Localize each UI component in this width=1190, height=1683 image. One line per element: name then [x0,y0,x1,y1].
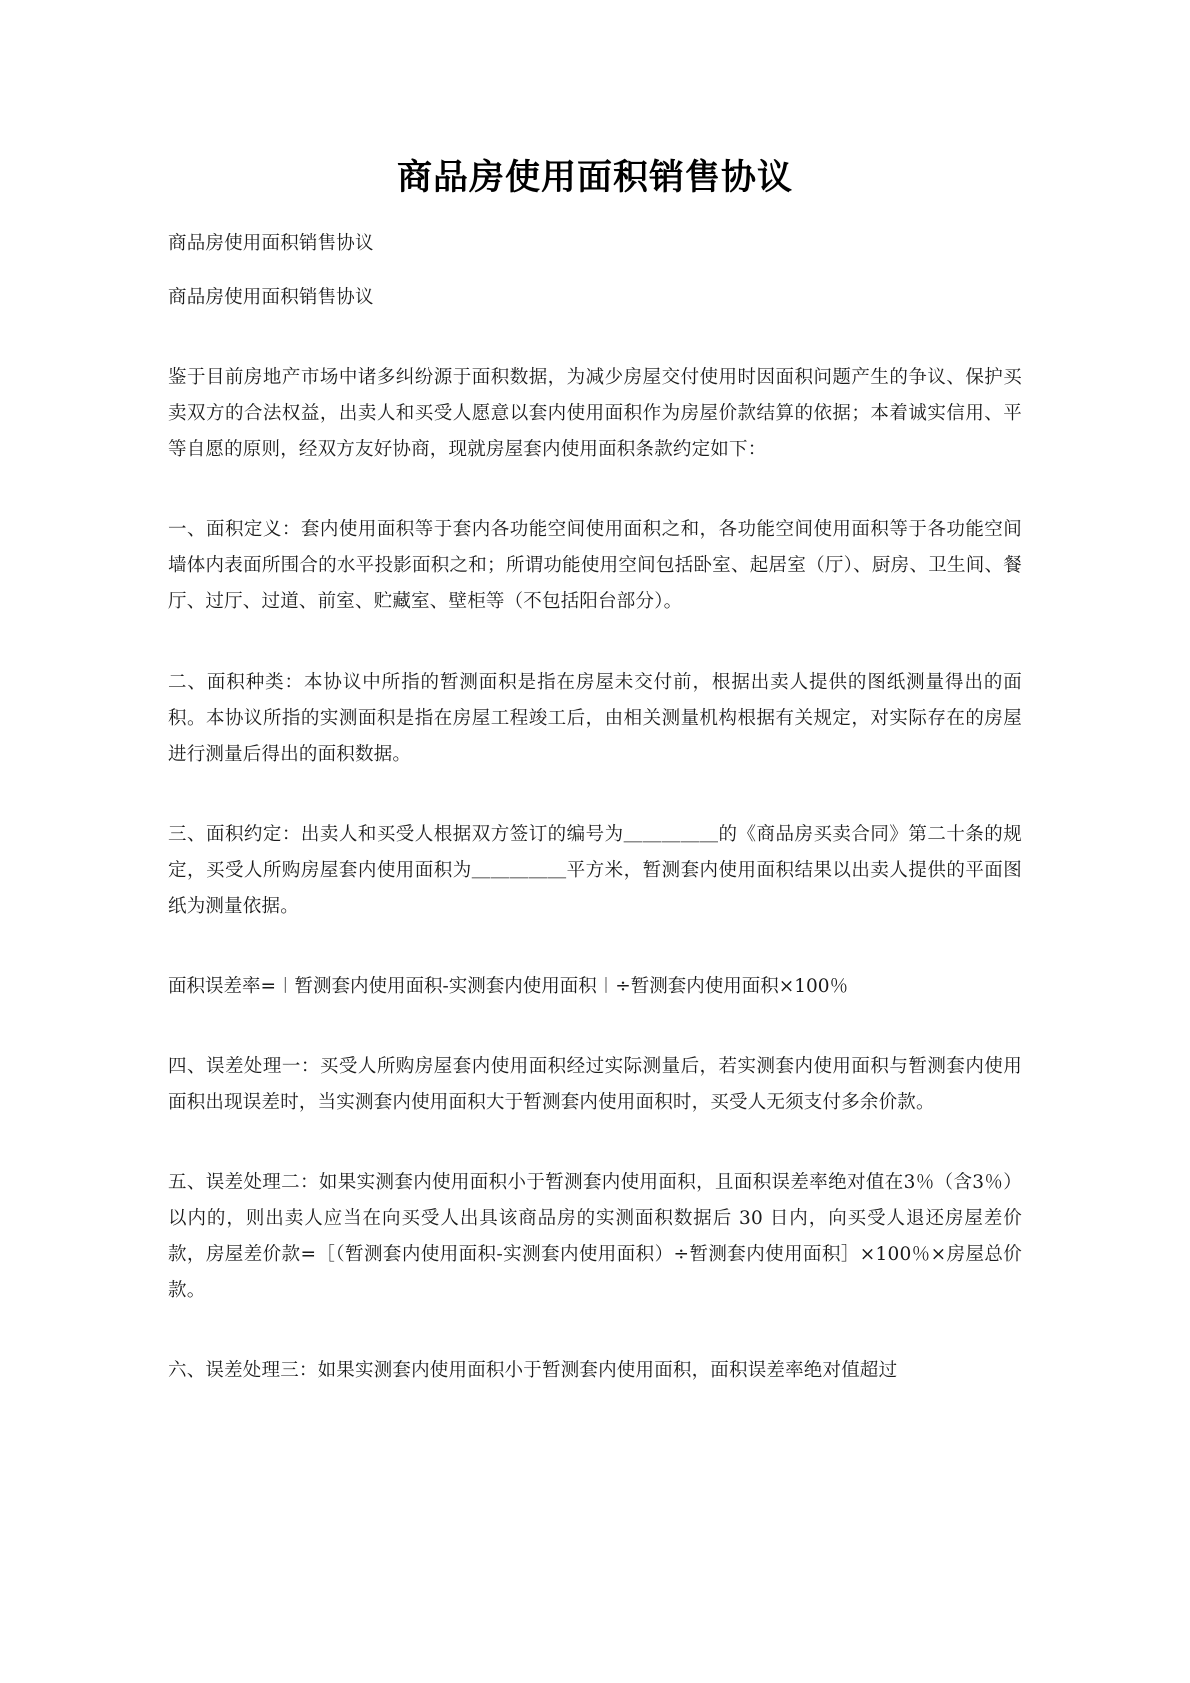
paragraph-area-error-formula: 面积误差率=︱暂测套内使用面积-实测套内使用面积︱÷暂测套内使用面积×100％ [168,975,849,997]
paragraph-heading-repeat-1: 商品房使用面积销售协议 [168,233,374,254]
paragraph-preamble: 鉴于目前房地产市场中诸多纠纷源于面积数据，为减少房屋交付使用时因面积问题产生的争议、保护买卖双方的合法权益，出卖人和买受人愿意以套内使用面积作为房屋价款结算的依据；本着诚实信用、平等自愿的原则，经双方友好协商，现就房屋套内使用面积条款约定如下： [168,367,1022,461]
paragraph-clause-2: 二、面积种类：本协议中所指的暂测面积是指在房屋未交付前，根据出卖人提供的图纸测量得出的面积。本协议所指的实测面积是指在房屋工程竣工后，由相关测量机构根据有关规定，对实际存在的房屋进行测量后得出的面积数据。 [168,671,1022,765]
paragraph-clause-3: 三、面积约定：出卖人和买受人根据双方签订的编号为＿＿＿＿＿的《商品房买卖合同》第二十条的规定，买受人所购房屋套内使用面积为＿＿＿＿＿平方米，暂测套内使用面积结果以出卖人提供的平面图纸为测量依据。 [168,823,1022,917]
paragraph-clause-1: 一、面积定义：套内使用面积等于套内各功能空间使用面积之和，各功能空间使用面积等于各功能空间墙体内表面所围合的水平投影面积之和；所谓功能使用空间包括卧室、起居室（厅）、厨房、卫生间、餐厅、过厅、过道、前室、贮藏室、壁柜等（不包括阳台部分）。 [168,519,1022,613]
paragraph-clause-6: 六、误差处理三：如果实测套内使用面积小于暂测套内使用面积，面积误差率绝对值超过 [168,1360,898,1382]
paragraph-clause-5: 五、误差处理二：如果实测套内使用面积小于暂测套内使用面积，且面积误差率绝对值在3％（含3％）以内的，则出卖人应当在向买受人出具该商品房的实测面积数据后 30 日内，向买受人退还房屋差价款，房屋差价款=［（暂测套内使用面积-实测套内使用面积）÷暂测套内使用面积］×100％×房屋总价款。 [168,1172,1022,1302]
page-title: 商品房使用面积销售协议 [396,158,793,198]
paragraph-clause-4: 四、误差处理一：买受人所购房屋套内使用面积经过实际测量后，若实测套内使用面积与暂测套内使用面积出现误差时，当实测套内使用面积大于暂测套内使用面积时，买受人无须支付多余价款。 [168,1055,1022,1113]
paragraph-heading-repeat-2: 商品房使用面积销售协议 [168,287,374,309]
